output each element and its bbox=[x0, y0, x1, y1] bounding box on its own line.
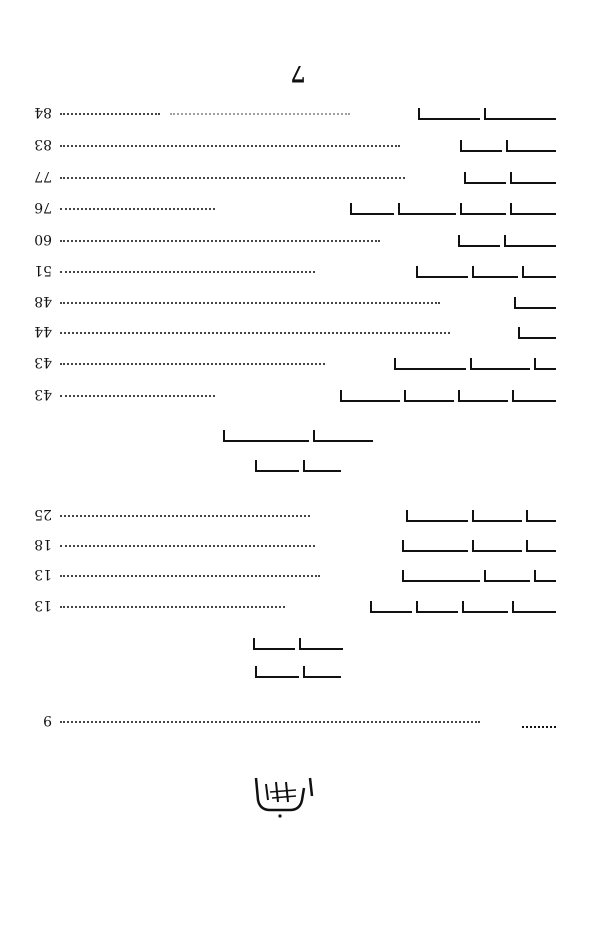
toc-entry[interactable] bbox=[0, 506, 596, 528]
calligraphic-title-icon bbox=[522, 710, 556, 728]
calligraphic-title-icon bbox=[406, 504, 556, 522]
toc-page-number: 43 bbox=[34, 354, 52, 370]
section-heading bbox=[0, 424, 596, 446]
dot-leader bbox=[60, 113, 160, 115]
dot-leader bbox=[60, 332, 450, 334]
dot-leader bbox=[60, 177, 405, 179]
calligraphic-title-icon bbox=[350, 197, 556, 215]
toc-entry[interactable] bbox=[0, 168, 596, 190]
calligraphic-title-icon bbox=[340, 384, 556, 402]
dot-leader bbox=[60, 606, 285, 608]
dot-leader bbox=[60, 395, 215, 397]
toc-entry[interactable] bbox=[0, 712, 596, 734]
toc-entry[interactable] bbox=[0, 597, 596, 619]
section-heading bbox=[0, 632, 596, 654]
toc-page-number: 84 bbox=[34, 104, 52, 120]
calligraphic-title-icon bbox=[464, 166, 556, 184]
dot-leader bbox=[60, 271, 315, 273]
toc-page-number: 51 bbox=[34, 262, 52, 278]
section-heading bbox=[0, 660, 596, 682]
dot-leader bbox=[60, 721, 480, 723]
toc-entry[interactable] bbox=[0, 262, 596, 284]
calligraphic-heading-icon bbox=[255, 454, 341, 472]
calligraphic-heading-icon bbox=[223, 424, 373, 442]
calligraphic-title-icon bbox=[514, 291, 556, 309]
toc-entry[interactable] bbox=[0, 104, 596, 126]
dot-leader bbox=[60, 363, 325, 365]
calligraphic-title-icon bbox=[460, 134, 556, 152]
page-number: 7 bbox=[290, 60, 306, 86]
toc-page-number: 18 bbox=[34, 536, 52, 552]
toc-page-number: 9 bbox=[43, 712, 52, 728]
dot-leader bbox=[60, 575, 320, 577]
toc-entry[interactable] bbox=[0, 566, 596, 588]
calligraphic-title-icon bbox=[418, 102, 556, 120]
toc-entry[interactable] bbox=[0, 231, 596, 253]
toc-page-number: 13 bbox=[34, 597, 52, 613]
toc-entry[interactable] bbox=[0, 293, 596, 315]
toc-entry[interactable] bbox=[0, 323, 596, 345]
calligraphy-logo-icon bbox=[250, 770, 320, 820]
calligraphic-title-icon bbox=[458, 229, 556, 247]
toc-page-number: 60 bbox=[34, 231, 52, 247]
dot-leader bbox=[170, 113, 350, 115]
dot-leader bbox=[60, 545, 315, 547]
calligraphic-heading-icon bbox=[253, 632, 343, 650]
toc-page-number: 77 bbox=[34, 168, 52, 184]
dot-leader bbox=[60, 515, 310, 517]
dot-leader bbox=[60, 145, 400, 147]
calligraphic-title-icon bbox=[402, 564, 556, 582]
calligraphic-heading-icon bbox=[255, 660, 341, 678]
toc-entry[interactable] bbox=[0, 386, 596, 408]
toc-page-number: 48 bbox=[34, 293, 52, 309]
calligraphic-title-icon bbox=[370, 595, 556, 613]
toc-page-number: 25 bbox=[34, 506, 52, 522]
calligraphic-title-icon bbox=[416, 260, 556, 278]
dot-leader bbox=[60, 208, 215, 210]
toc-page-number: 13 bbox=[34, 566, 52, 582]
toc-page-number: 76 bbox=[34, 199, 52, 215]
dot-leader bbox=[60, 302, 440, 304]
calligraphic-title-icon bbox=[402, 534, 556, 552]
calligraphic-title-icon bbox=[394, 352, 556, 370]
toc-page-number: 83 bbox=[34, 136, 52, 152]
toc-entry[interactable] bbox=[0, 199, 596, 221]
section-heading bbox=[0, 454, 596, 476]
toc-page-number: 44 bbox=[34, 323, 52, 339]
dot-leader bbox=[60, 240, 380, 242]
toc-entry[interactable] bbox=[0, 354, 596, 376]
toc-entry[interactable] bbox=[0, 136, 596, 158]
toc-page-number: 43 bbox=[34, 386, 52, 402]
toc-entry[interactable] bbox=[0, 536, 596, 558]
calligraphic-title-icon bbox=[518, 321, 556, 339]
